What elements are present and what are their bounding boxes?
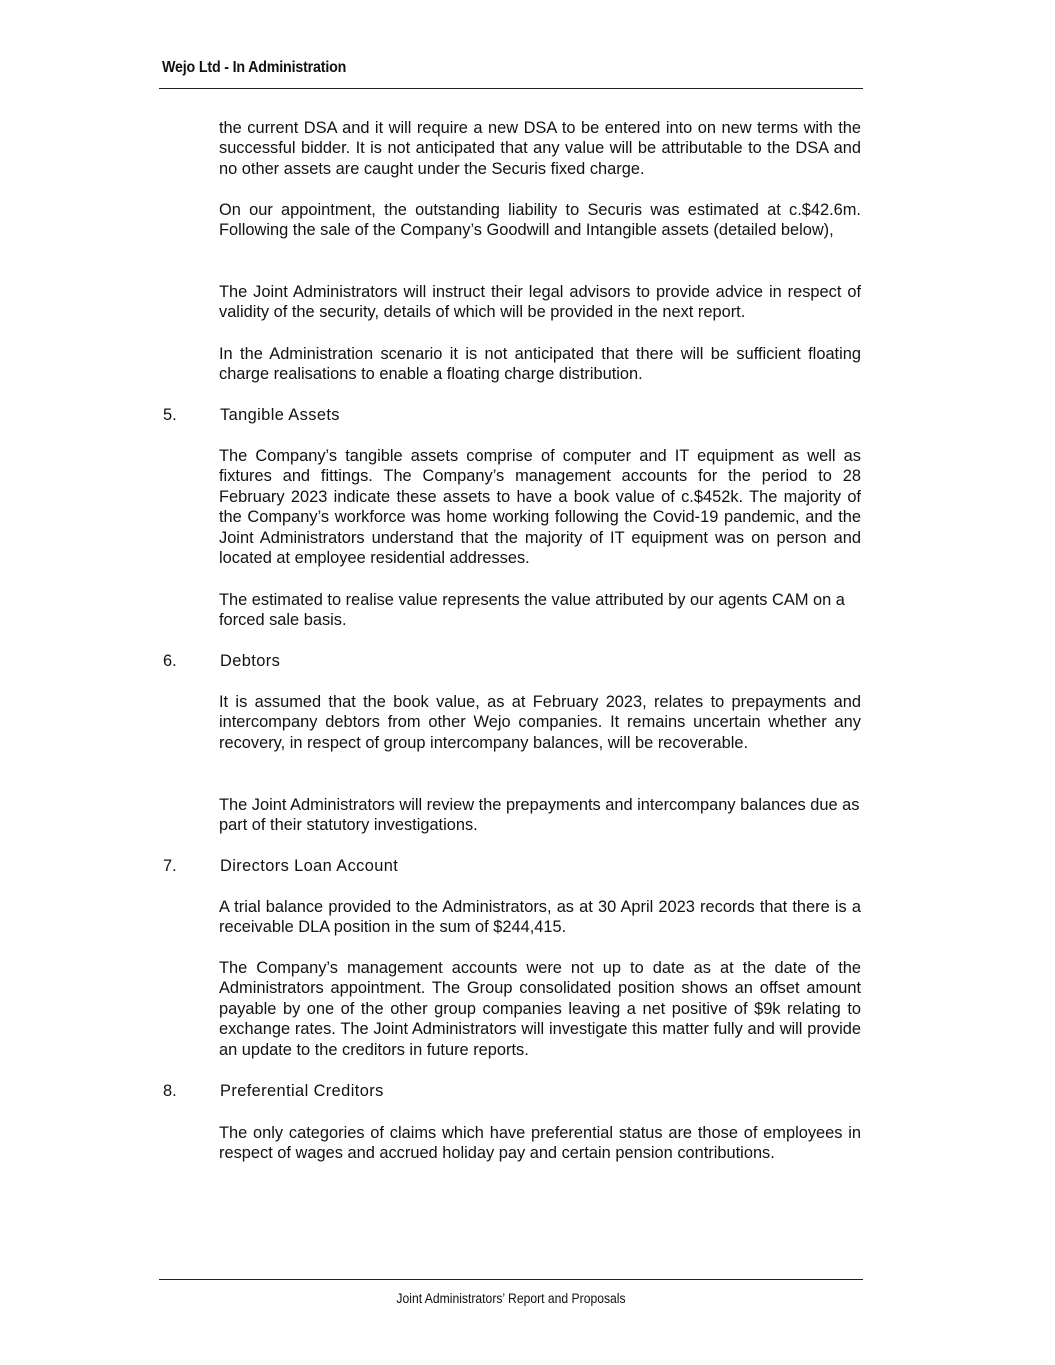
debtors-paragraph-2: The Joint Administrators will review the prepayments and intercompany balances due as part of their statutory investigations. (219, 796, 860, 835)
preferential-creditors-paragraph-1: The only categories of claims which have preferential status are those of employees in respect of wages and accrued holiday pay and certain pension contributions. (219, 1124, 861, 1163)
section-heading-debtors: Debtors (220, 652, 281, 670)
document-header-title: Wejo Ltd - In Administration (162, 59, 347, 76)
header-divider (159, 88, 863, 89)
section-heading-tangible-assets: Tangible Assets (220, 406, 340, 424)
tangible-assets-paragraph-2: The estimated to realise value represents the value attributed by our agents CAM on a forced sale basis. (219, 591, 845, 630)
directors-loan-paragraph-1: A trial balance provided to the Administrators, as at 30 April 2023 records that there is a receivable DLA position in the sum of $244,415. (219, 898, 861, 937)
document-footer-text: Joint Administrators’ Report and Proposals (396, 1291, 626, 1306)
intro-paragraph-dsa: the current DSA and it will require a new DSA to be entered into on new terms with the successful bidder. It is not anticipated that any value will be attributable to the DSA and no other assets are caught under the Securis fixed charge. (219, 119, 861, 178)
debtors-paragraph-1: It is assumed that the book value, as at February 2023, relates to prepayments and intercompany debtors from other Wejo companies. It remains uncertain whether any recovery, in respect of group intercompany balances, will be recoverable. (219, 693, 861, 752)
directors-loan-paragraph-2: The Company’s management accounts were not up to date as at the date of the Administrators appointment. The Group consolidated position shows an offset amount payable by one of the other group companies leaving a net positive of $9k relating to exchange rates. The Joint Administrators will investigate this matter fully and will provide an update to the creditors in future reports. (219, 959, 861, 1059)
intro-paragraph-floating-charge: In the Administration scenario it is not anticipated that there will be sufficient floating charge realisations to enable a floating charge distribution. (219, 345, 861, 384)
footer-divider (159, 1279, 863, 1280)
section-heading-directors-loan: Directors Loan Account (220, 857, 399, 875)
section-number-tangible-assets: 5. (163, 406, 177, 424)
section-heading-preferential-creditors: Preferential Creditors (220, 1082, 384, 1100)
intro-paragraph-legal-advice: The Joint Administrators will instruct their legal advisors to provide advice in respect of validity of the security, details of which will be provided in the next report. (219, 283, 861, 322)
section-number-preferential-creditors: 8. (163, 1082, 177, 1100)
tangible-assets-paragraph-1: The Company’s tangible assets comprise of computer and IT equipment as well as fixtures and fittings. The Company’s management accounts for the period to 28 February 2023 indicate these assets to have a book value of c.$452k. The majority of the Company’s workforce was home working following the Covid-19 pandemic, and the Joint Administrators understand that the majority of IT equipment was on person and located at employee residential addresses. (219, 447, 861, 568)
section-number-debtors: 6. (163, 652, 177, 670)
intro-paragraph-securis-liability: On our appointment, the outstanding liability to Securis was estimated at c.$42.6m. Following the sale of the Company’s Goodwill and Intangible assets (detailed below), (219, 201, 861, 240)
section-number-directors-loan: 7. (163, 857, 177, 875)
